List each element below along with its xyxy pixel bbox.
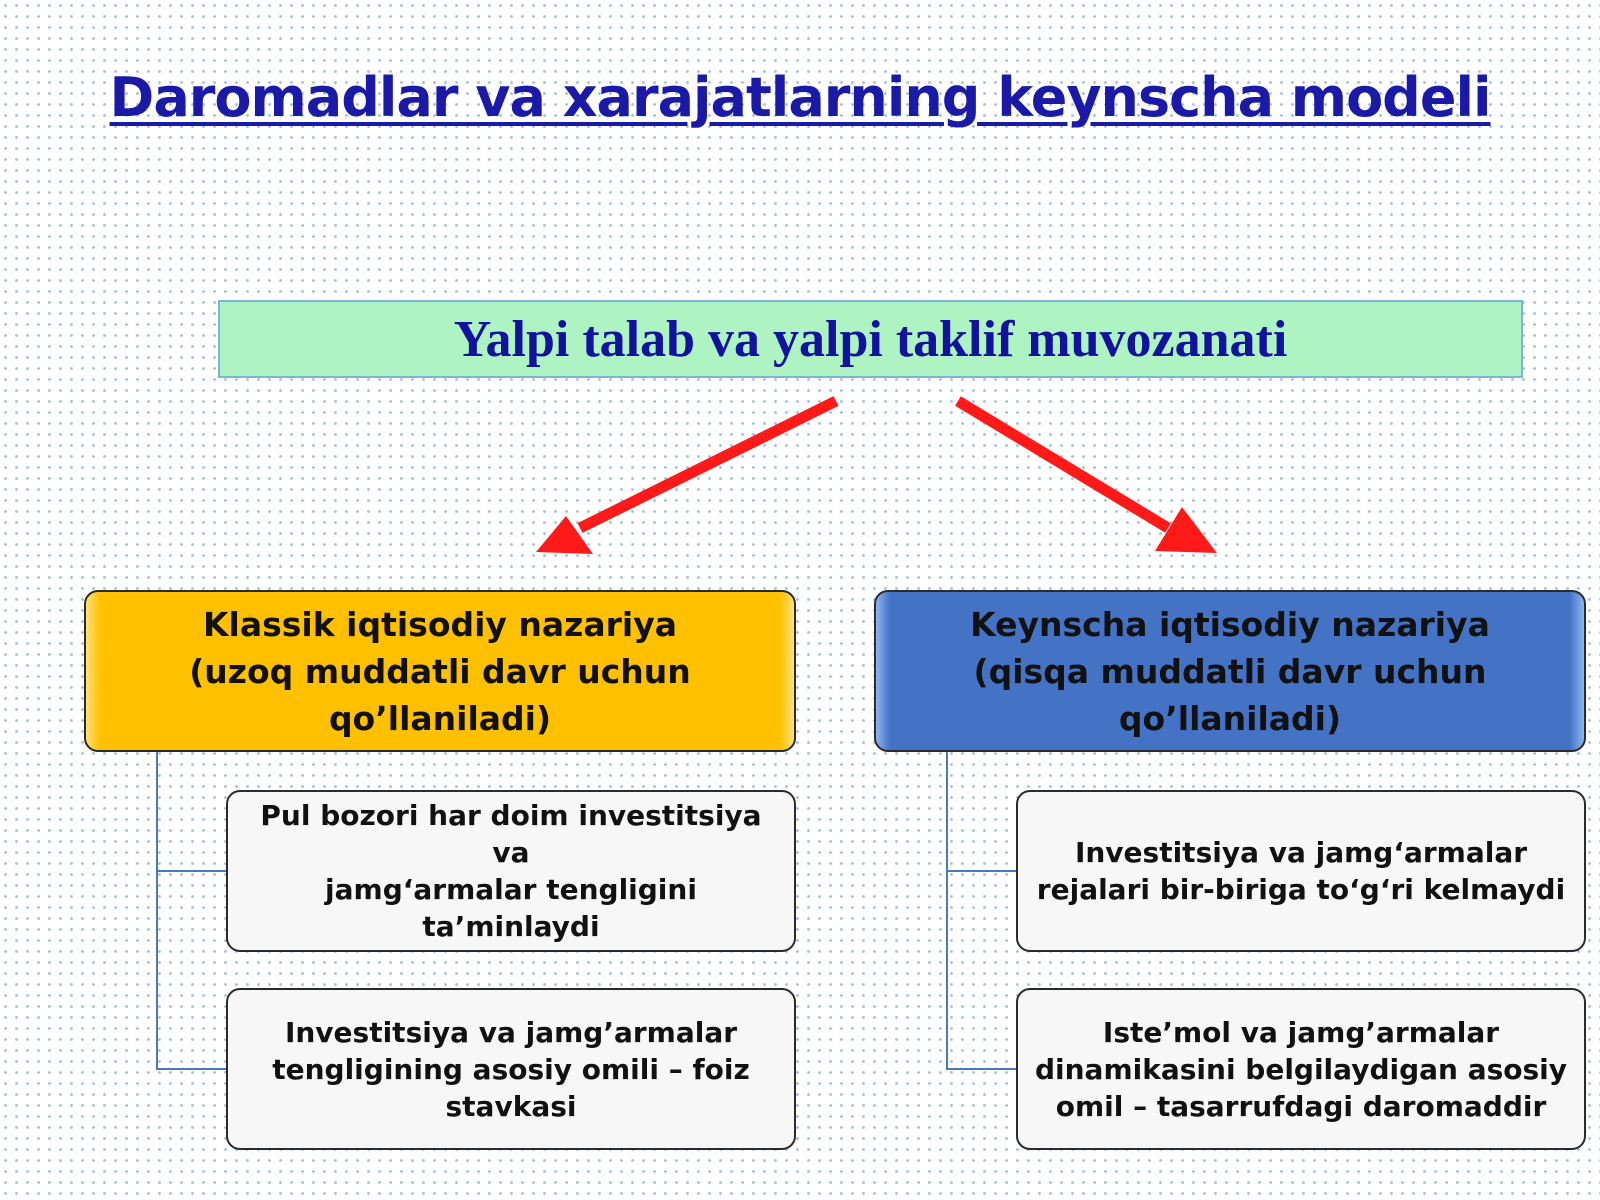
classical-point-1: Pul bozori har doim investitsiya va jamg‘armalar tengligini ta’minlaydi bbox=[226, 790, 796, 952]
classical-point-2: Investitsiya va jamg’armalar tengligining asosiy omili – foiz stavkasi bbox=[226, 988, 796, 1150]
keynesian-theory-heading: Keynscha iqtisodiy nazariya (qisqa muddatli davr uchun qo’llaniladi) bbox=[874, 590, 1586, 752]
keynesian-point-2: Iste’mol va jamg’armalar dinamikasini belgilaydigan asosiy omil – tasarrufdagi daromaddir bbox=[1016, 988, 1586, 1150]
keynesian-point-1: Investitsiya va jamg‘armalar rejalari bir-biriga to‘g‘ri kelmaydi bbox=[1016, 790, 1586, 952]
right-connector-branch-2 bbox=[946, 1068, 1016, 1070]
right-connector-vertical bbox=[946, 752, 948, 1070]
left-connector-branch-1 bbox=[156, 870, 226, 872]
classical-theory-heading: Klassik iqtisodiy nazariya (uzoq muddatli davr uchun qo’llaniladi) bbox=[84, 590, 796, 752]
right-connector-branch-1 bbox=[946, 870, 1016, 872]
left-connector-vertical bbox=[156, 752, 158, 1070]
left-arrow-shaft bbox=[580, 401, 836, 528]
left-connector-branch-2 bbox=[156, 1068, 226, 1070]
slide-title: Daromadlar va xarajatlarning keynscha modeli bbox=[109, 66, 1491, 129]
right-arrow-shaft bbox=[958, 401, 1168, 528]
equilibrium-label: Yalpi talab va yalpi taklif muvozanati bbox=[453, 310, 1288, 368]
